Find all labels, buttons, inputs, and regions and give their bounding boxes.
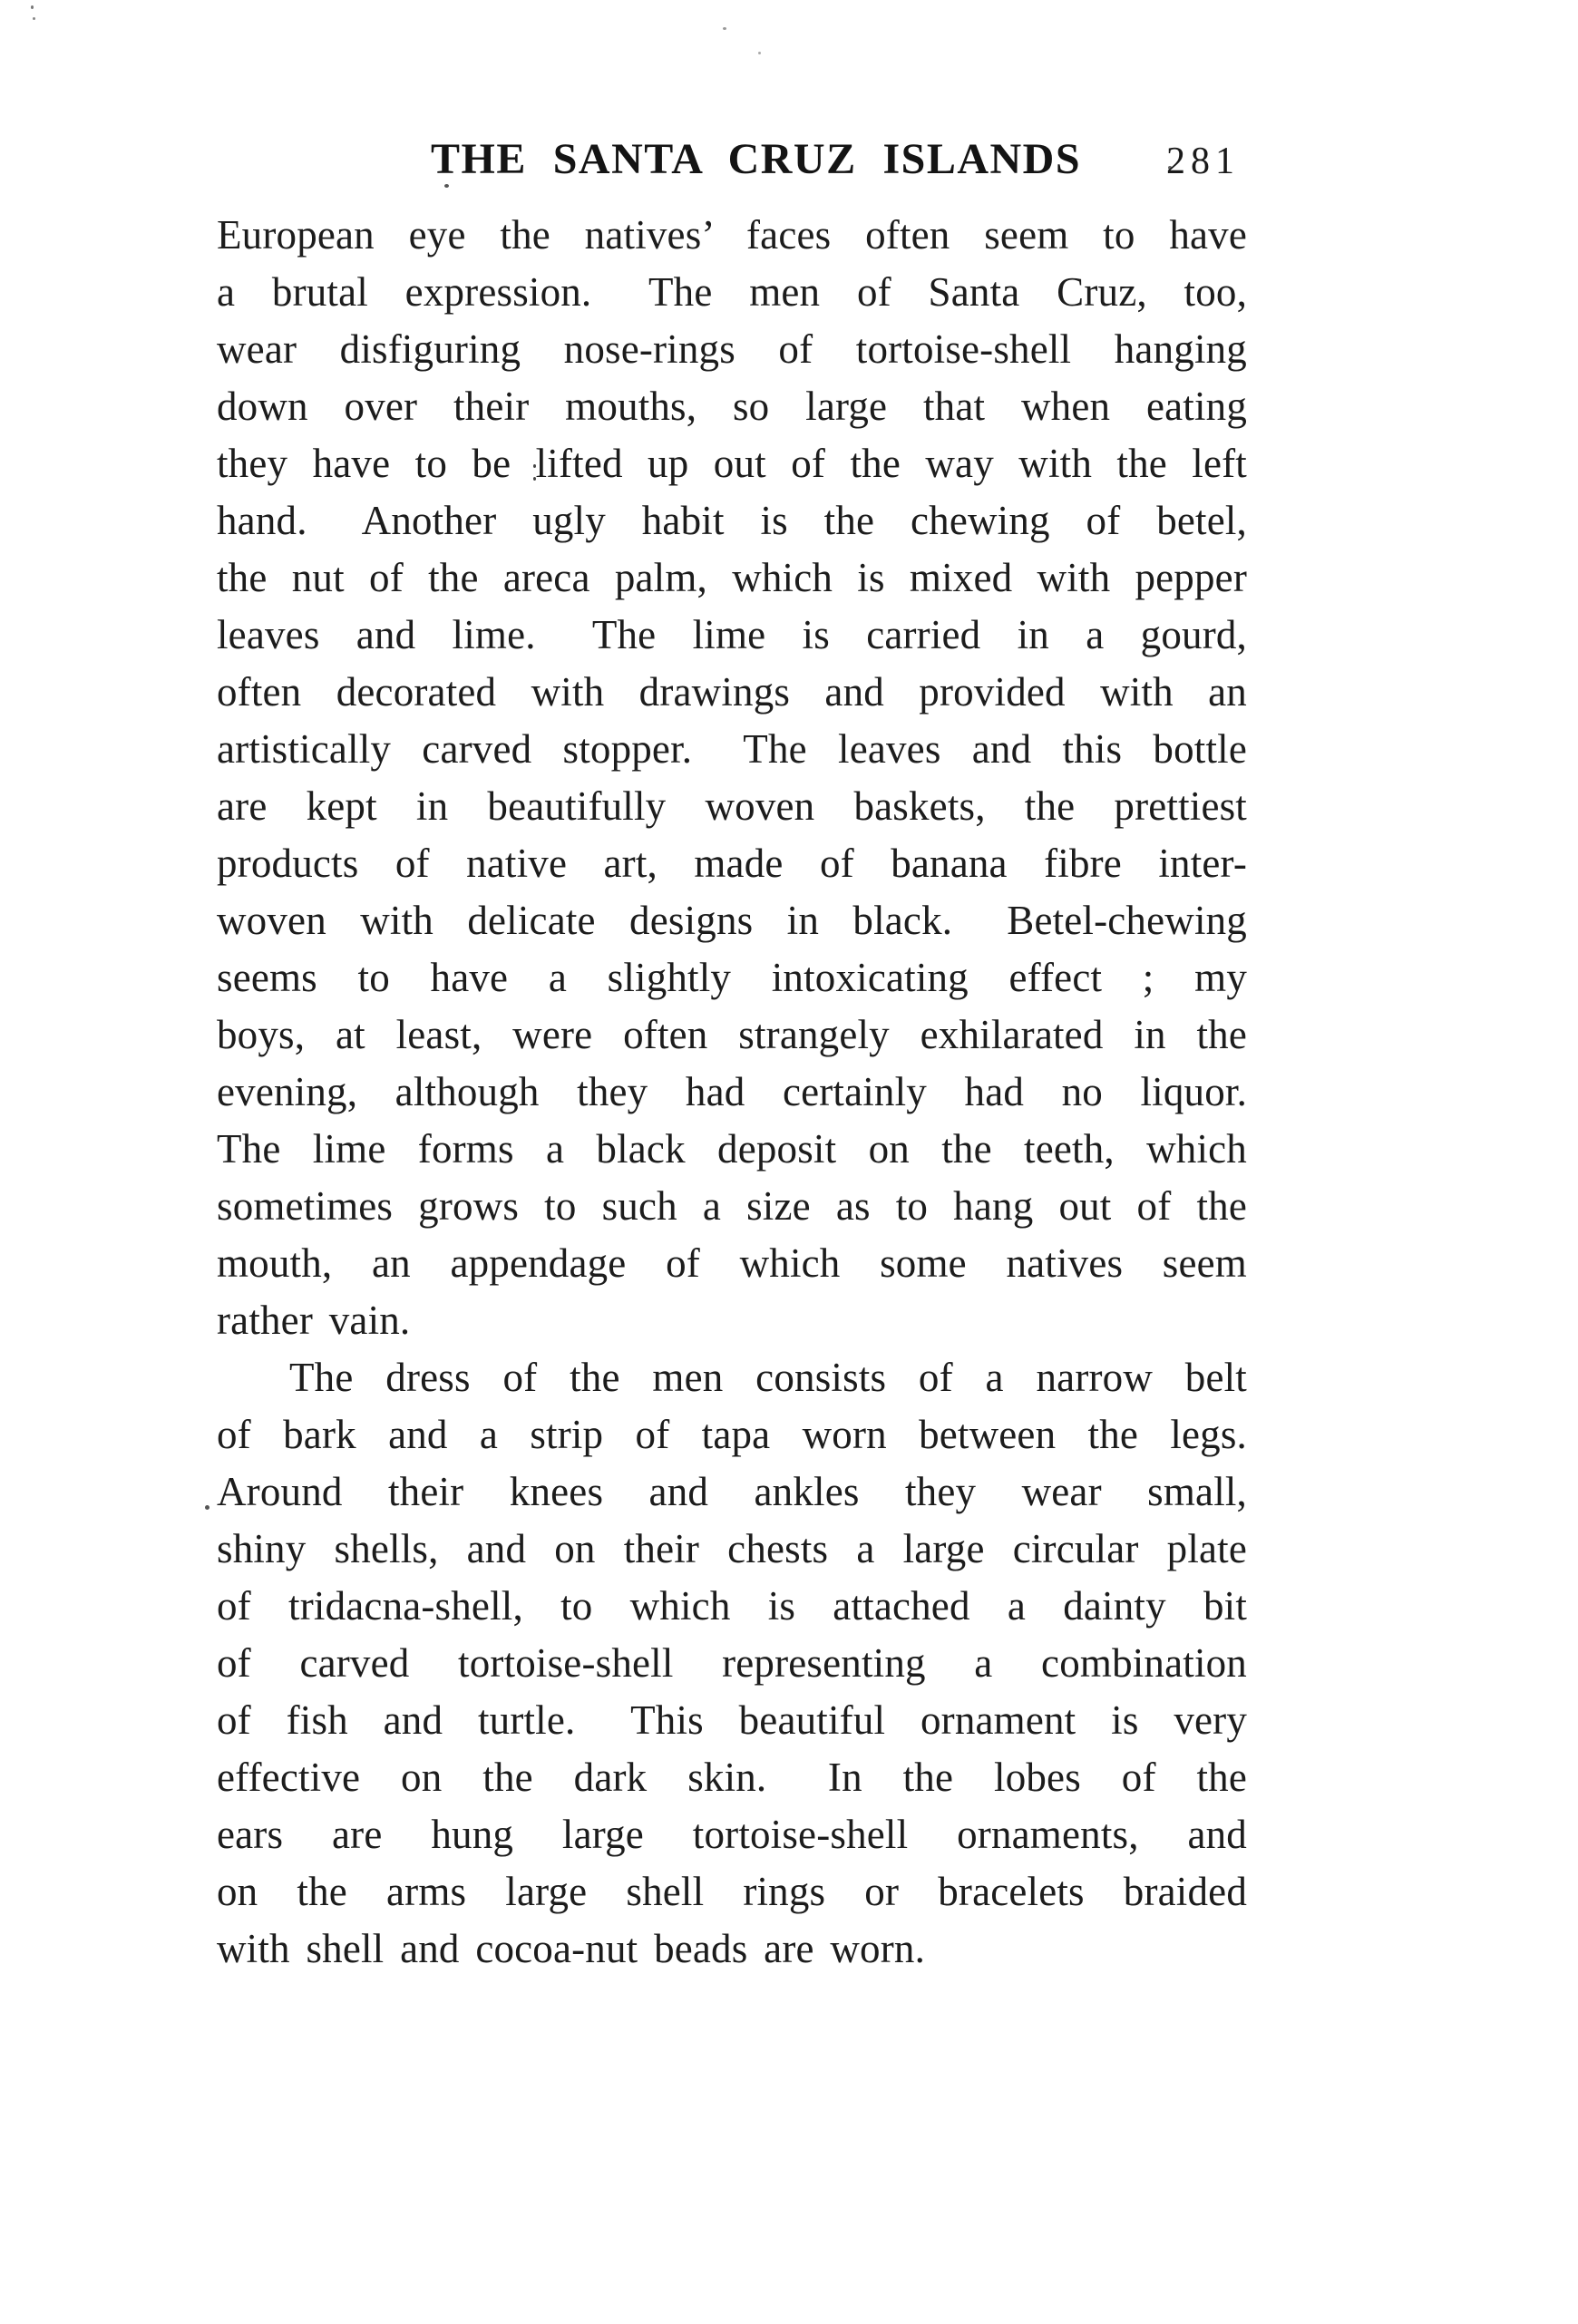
body-text [217, 207, 1247, 1978]
paragraph-1-line-5: they have to be lifted up out of the way with the left [217, 441, 1247, 486]
paragraph-1-line-18: sometimes grows to such a size as to hang out of the [217, 1183, 1247, 1229]
scan-artifact [444, 184, 449, 188]
paragraph-1-line-8: leaves and lime. The lime is carried in a gourd, [217, 612, 1247, 657]
paragraph-1-line-13: woven with delicate designs in black. Betel-chewing [217, 898, 1247, 943]
paragraph-1-line-9: often decorated with drawings and provided with an [217, 669, 1247, 715]
page-number: 281 [1166, 141, 1240, 182]
paragraph-2-line-10: on the arms large shell rings or bracelets braided [217, 1869, 1247, 1914]
scan-artifact [31, 5, 34, 9]
paragraph-1-line-6: hand. Another ugly habit is the chewing of betel, [217, 498, 1247, 543]
paragraph-2-line-2: of bark and a strip of tapa worn between the legs. [217, 1412, 1247, 1457]
page-header [217, 134, 1247, 184]
paragraph-2-line-3: Around their knees and ankles they wear small, [217, 1469, 1247, 1514]
paragraph-2-line-8: effective on the dark skin. In the lobes of the [217, 1755, 1247, 1800]
paragraph-2-line-4: shiny shells, and on their chests a large circular plate [217, 1526, 1247, 1571]
running-title: THE SANTA CRUZ ISLANDS [431, 135, 1082, 183]
paragraph-1-line-3: wear disfiguring nose-rings of tortoise-shell hanging [217, 326, 1247, 372]
paragraph-2-line-1: The dress of the men consists of a narrow belt [289, 1355, 1247, 1400]
paragraph-2-line-11: with shell and cocoa-nut beads are worn. [217, 1926, 925, 1971]
paragraph-2-line-9: ears are hung large tortoise-shell ornaments, and [217, 1812, 1247, 1857]
paragraph-2-line-5: of tridacna-shell, to which is attached a dainty bit [217, 1583, 1247, 1629]
scan-artifact [205, 1505, 209, 1510]
paragraph-1-line-10: artistically carved stopper. The leaves and this bottle [217, 726, 1247, 772]
paragraph-1-line-1: European eye the natives’ faces often seem to have [217, 212, 1247, 258]
paragraph-1-line-12: products of native art, made of banana fibre inter- [217, 841, 1247, 886]
paragraph-1-line-11: are kept in beautifully woven baskets, the prettiest [217, 783, 1247, 829]
scan-artifact [758, 52, 761, 54]
scan-artifact [723, 27, 726, 30]
paragraph-1-line-15: boys, at least, were often strangely exhilarated in the [217, 1012, 1247, 1057]
paragraph-1-line-2: a brutal expression. The men of Santa Cruz, too, [217, 269, 1247, 315]
paragraph-2-line-7: of fish and turtle. This beautiful ornament is very [217, 1697, 1247, 1743]
paragraph-1-line-20: rather vain. [217, 1298, 411, 1343]
paragraph-2-line-6: of carved tortoise-shell representing a combination [217, 1640, 1247, 1686]
paragraph-1-line-14: seems to have a slightly intoxicating effect ; my [217, 955, 1247, 1000]
paragraph-1-line-16: evening, although they had certainly had no liquor. [217, 1069, 1247, 1114]
paragraph-1-line-19: mouth, an appendage of which some natives seem [217, 1240, 1247, 1286]
paragraph-1-line-4: down over their mouths, so large that when eating [217, 384, 1247, 429]
paragraph-1-line-17: The lime forms a black deposit on the teeth, which [217, 1126, 1247, 1172]
scan-artifact [33, 17, 35, 20]
paragraph-1-line-7: the nut of the areca palm, which is mixed with pepper [217, 555, 1247, 600]
